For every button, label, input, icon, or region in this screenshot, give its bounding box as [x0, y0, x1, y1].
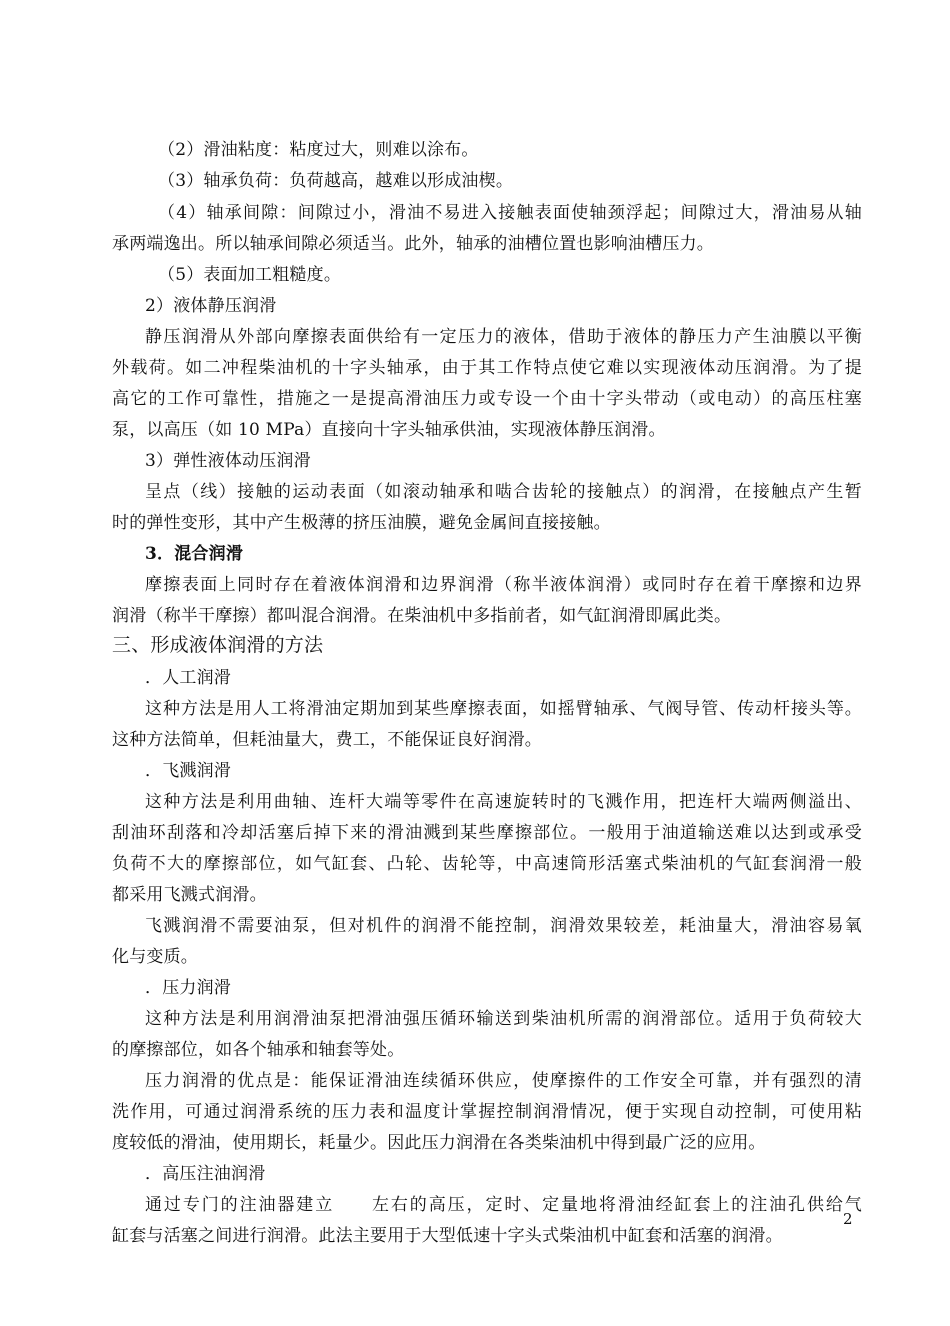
- text-line: 摩擦表面上同时存在着液体润滑和边界润滑（称半液体润滑）或同时存在着干摩擦和边界: [145, 575, 862, 595]
- text-line: 承两端逸出。所以轴承间隙必须适当。此外，轴承的油槽位置也影响油槽压力。: [112, 234, 714, 254]
- text-line: 润滑（称半干摩擦）都叫混合润滑。在柴油机中多指前者，如气缸润滑即属此类。: [112, 606, 732, 626]
- section-heading: 3）弹性液体动压润滑: [145, 451, 311, 471]
- text-line: 都采用飞溅式润滑。: [112, 885, 267, 905]
- text-line: 刮油环刮落和冷却活塞后掉下来的滑油溅到某些摩擦部位。一般用于油道输送难以达到或承受: [112, 823, 862, 843]
- text-line: 时的弹性变形，其中产生极薄的挤压油膜，避免金属间直接接触。: [112, 513, 611, 533]
- text-line: 通过专门的注油器建立 左右的高压，定时、定量地将滑油经缸套上的注油孔供给气: [145, 1195, 862, 1215]
- section-heading: ．高压注油润滑: [145, 1164, 266, 1184]
- text-line: 这种方法是利用曲轴、连杆大端等零件在高速旋转时的飞溅作用，把连杆大端两侧溢出、: [145, 792, 862, 812]
- section-heading: ．人工润滑: [145, 668, 231, 688]
- text-line: 的摩擦部位，如各个轴承和轴套等处。: [112, 1040, 405, 1060]
- text-line: 化与变质。: [112, 947, 198, 967]
- text-line: 负荷不大的摩擦部位，如气缸套、凸轮、齿轮等，中高速筒形活塞式柴油机的气缸套润滑一般: [112, 854, 862, 874]
- text-line: （3）轴承负荷：负荷越高，越难以形成油楔。: [158, 171, 514, 191]
- text-line: 高它的工作可靠性，措施之一是提高滑油压力或专设一个由十字头带动（或电动）的高压柱塞: [112, 389, 862, 409]
- section-heading: ．压力润滑: [145, 978, 231, 998]
- text-line: （5）表面加工粗糙度。: [158, 265, 342, 285]
- text-line: 缸套与活塞之间进行润滑。此法主要用于大型低速十字头式柴油机中缸套和活塞的润滑。: [112, 1226, 783, 1246]
- text-line: 度较低的滑油，使用期长，耗量少。因此压力润滑在各类柴油机中得到最广泛的应用。: [112, 1133, 766, 1153]
- text-line: 飞溅润滑不需要油泵，但对机件的润滑不能控制，润滑效果较差，耗油量大，滑油容易氧: [145, 916, 862, 936]
- text-line: 外载荷。如二冲程柴油机的十字头轴承，由于其工作特点使它难以实现液体动压润滑。为了提: [112, 358, 862, 378]
- chapter-heading: 三、形成液体润滑的方法: [112, 634, 324, 656]
- text-line: 静压润滑从外部向摩擦表面供给有一定压力的液体，借助于液体的静压力产生油膜以平衡: [145, 327, 862, 347]
- text-line: （4）轴承间隙：间隙过小，滑油不易进入接触表面使轴颈浮起；间隙过大，滑油易从轴: [158, 203, 862, 223]
- section-heading: 2）液体静压润滑: [145, 296, 277, 316]
- text-line: 呈点（线）接触的运动表面（如滚动轴承和啮合齿轮的接触点）的润滑，在接触点产生暂: [145, 482, 862, 502]
- text-line: 这种方法是用人工将滑油定期加到某些摩擦表面，如摇臂轴承、气阀导管、传动杆接头等。: [145, 699, 862, 719]
- page-number: 2: [843, 1210, 853, 1228]
- section-heading: ．飞溅润滑: [145, 761, 231, 781]
- section-heading: 3．混合润滑: [145, 544, 244, 564]
- text-line: 压力润滑的优点是：能保证滑油连续循环供应，使摩擦件的工作安全可靠，并有强烈的清: [145, 1071, 862, 1091]
- text-line: 泵，以高压（如 10 MPa）直接向十字头轴承供油，实现液体静压润滑。: [112, 420, 666, 440]
- text-line: 这种方法是利用润滑油泵把滑油强压循环输送到柴油机所需的润滑部位。适用于负荷较大: [145, 1009, 862, 1029]
- text-line: 洗作用，可通过润滑系统的压力表和温度计掌握控制润滑情况，便于实现自动控制，可使用粘: [112, 1102, 862, 1122]
- text-line: （2）滑油粘度：粘度过大，则难以涂布。: [158, 140, 479, 160]
- text-line: 这种方法简单，但耗油量大，费工，不能保证良好润滑。: [112, 730, 542, 750]
